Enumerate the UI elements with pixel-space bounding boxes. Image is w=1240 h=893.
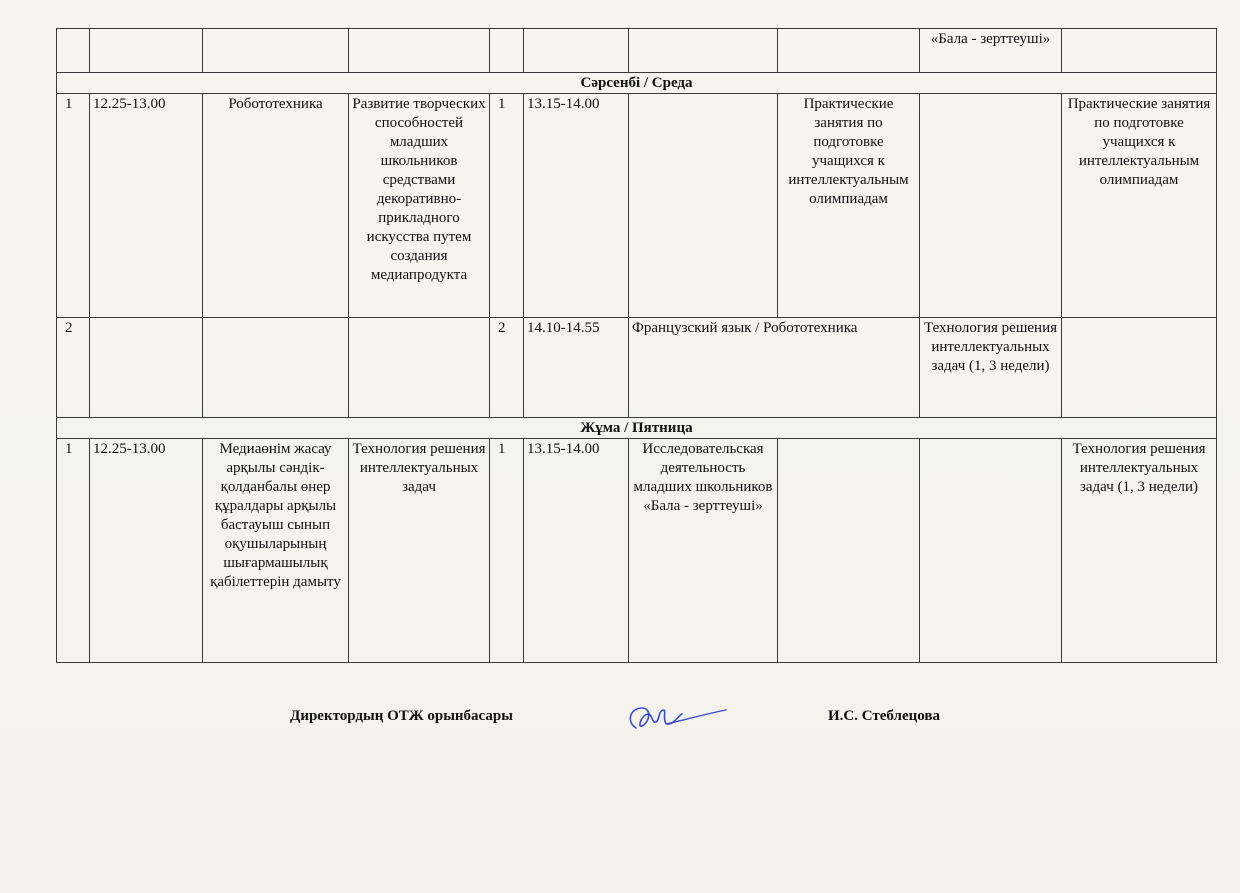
lesson-subject: Робототехника xyxy=(203,94,349,318)
lesson-number: 2 xyxy=(490,318,524,418)
table-row xyxy=(57,29,1217,73)
lesson-extra xyxy=(920,94,1062,318)
lesson-last xyxy=(1062,318,1217,418)
lesson-time xyxy=(90,318,203,418)
lesson-last: Практические занятия по подготовке учащихся к интеллектуальным олимпиадам xyxy=(1062,94,1217,318)
table-cell: «Бала - зерттеуші» xyxy=(920,29,1062,73)
lesson-description xyxy=(778,439,920,663)
day-header-row xyxy=(57,418,1217,439)
table-cell xyxy=(524,29,629,73)
table-cell xyxy=(778,29,920,73)
lesson-time: 14.10-14.55 xyxy=(524,318,629,418)
lesson-time: 13.15-14.00 xyxy=(524,94,629,318)
lesson-time: 12.25-13.00 xyxy=(90,94,203,318)
handwritten-signature xyxy=(622,702,732,736)
table-row xyxy=(57,318,1217,418)
lesson-description: Технология решения интеллектуальных задач xyxy=(349,439,490,663)
table-row xyxy=(57,94,1217,318)
table-cell xyxy=(629,29,778,73)
day-header-row xyxy=(57,73,1217,94)
lesson-number: 1 xyxy=(490,94,524,318)
lesson-subject: Исследовательская деятельность младших школьников «Бала - зерттеуші» xyxy=(629,439,778,663)
signature-block xyxy=(0,702,1240,742)
lesson-description xyxy=(349,318,490,418)
lesson-number: 1 xyxy=(57,439,90,663)
signatory-name: И.С. Стеблецова xyxy=(828,708,940,724)
lesson-extra xyxy=(920,439,1062,663)
lesson-number: 1 xyxy=(490,439,524,663)
signatory-role: Директордың ОТЖ орынбасары xyxy=(290,708,513,724)
lesson-last: Технология решения интеллектуальных задач (1, 3 недели) xyxy=(1062,439,1217,663)
schedule-table xyxy=(56,28,1217,663)
lesson-subject xyxy=(629,94,778,318)
lesson-extra: Технология решения интеллектуальных задач (1, 3 недели) xyxy=(920,318,1062,418)
table-cell xyxy=(1062,29,1217,73)
lesson-time: 12.25-13.00 xyxy=(90,439,203,663)
day-header-wednesday: Сәрсенбі / Среда xyxy=(57,73,1217,94)
lesson-number: 2 xyxy=(57,318,90,418)
table-row xyxy=(57,439,1217,663)
table-cell xyxy=(490,29,524,73)
lesson-subject: Медиаөнім жасау арқылы сәндік-қолданбалы өнер құралдары арқылы бастауыш сынып оқушыларының шығармашылық қабілеттерін дамыту xyxy=(203,439,349,663)
lesson-subject: Французский язык / Робототехника xyxy=(629,318,920,418)
lesson-number: 1 xyxy=(57,94,90,318)
lesson-description: Практические занятия по подготовке учащихся к интеллектуальным олимпиадам xyxy=(778,94,920,318)
table-cell xyxy=(90,29,203,73)
lesson-description: Развитие творческих способностей младших школьников средствами декоративно-прикладного искусства путем создания медиапродукта xyxy=(349,94,490,318)
day-header-friday: Жұма / Пятница xyxy=(57,418,1217,439)
lesson-subject xyxy=(203,318,349,418)
table-cell xyxy=(349,29,490,73)
table-cell xyxy=(203,29,349,73)
lesson-time: 13.15-14.00 xyxy=(524,439,629,663)
table-cell xyxy=(57,29,90,73)
